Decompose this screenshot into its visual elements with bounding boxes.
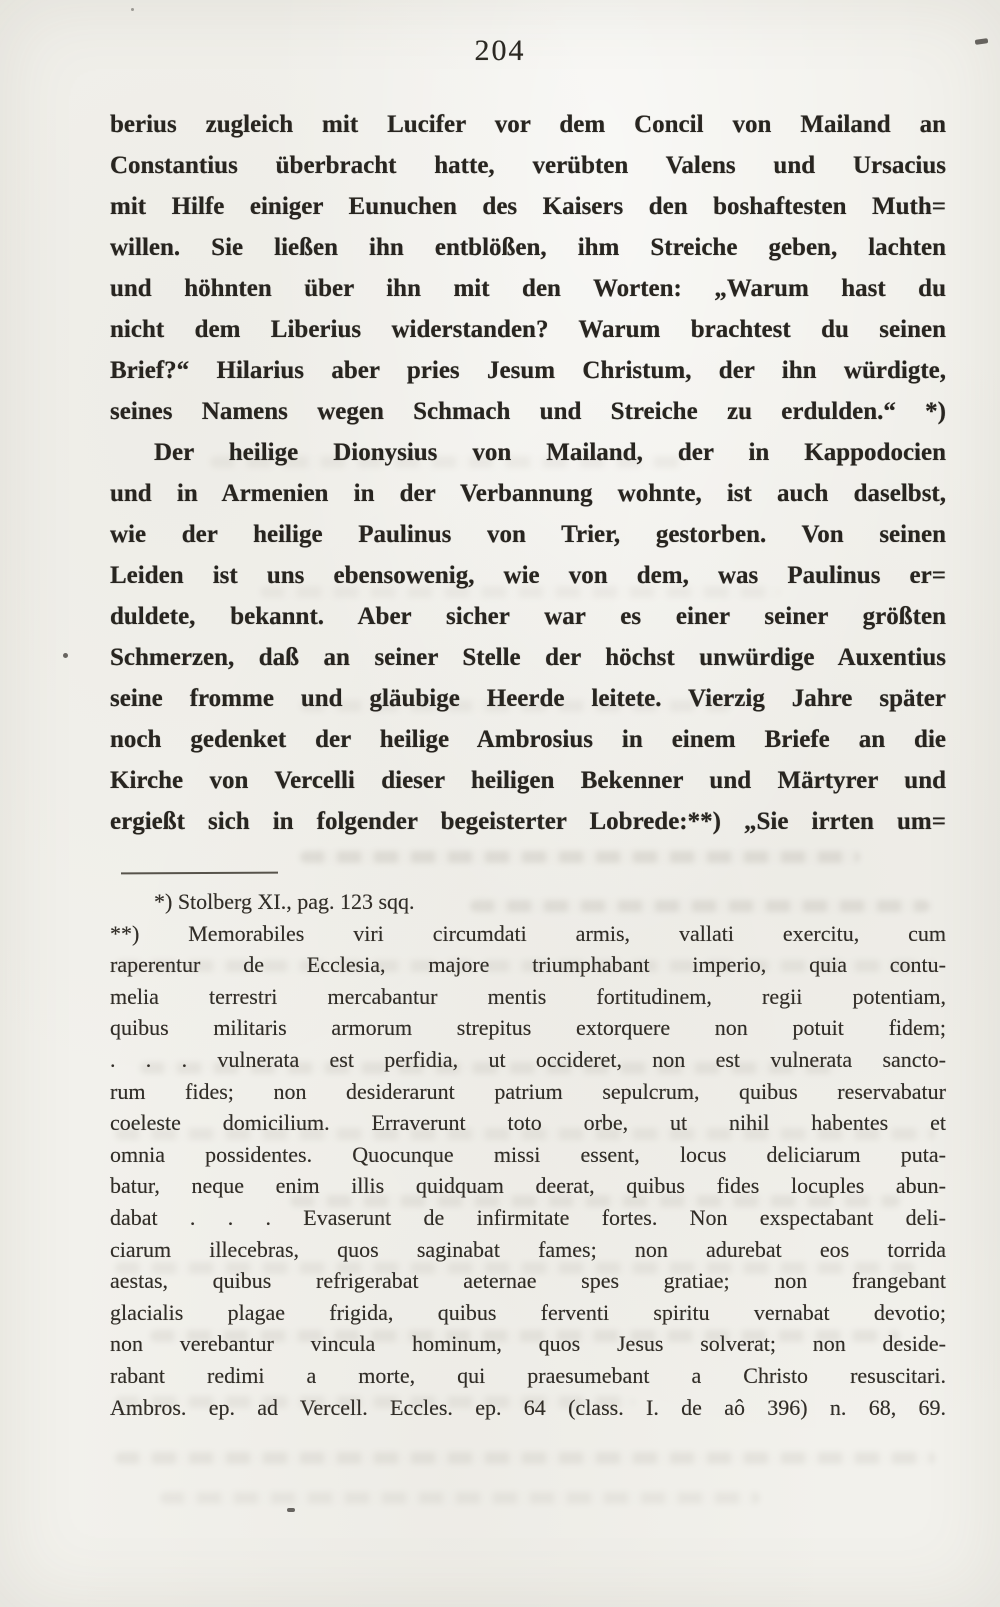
- text-line: Kirche von Vercelli dieser heiligen Bekenner und Märtyrer und: [110, 767, 946, 794]
- footnote-line: dabat . . . Evaserunt de infirmitate fortes. Non exspectabant deli-: [110, 1204, 946, 1230]
- footnote-line: rabant redimi a morte, qui praesumebant a Christo resuscitari.: [110, 1362, 946, 1388]
- footnote-line: omnia possidentes. Quocunque missi essent, locus deliciarum puta-: [110, 1141, 946, 1167]
- page-number: 204: [474, 34, 526, 67]
- footnote-line: . . . vulnerata est perfidia, ut occideret, non est vulnerata sancto-: [110, 1046, 946, 1072]
- text-line: willen. Sie ließen ihn entblößen, ihm Streiche geben, lachten: [110, 234, 946, 261]
- text-line: Der heilige Dionysius von Mailand, der in Kappodocien: [154, 439, 946, 466]
- text-line: Brief?“ Hilarius aber pries Jesum Christum, der ihn würdigte,: [110, 357, 946, 384]
- text-line: mit Hilfe einiger Eunuchen des Kaisers den boshaftesten Muth=: [110, 193, 946, 220]
- text-line: ergießt sich in folgender begeisterter Lobrede:**) „Sie irrten um=: [110, 808, 946, 835]
- footnote-line: glacialis plagae frigida, quibus ferventi spiritu vernabat devotio;: [110, 1299, 946, 1325]
- text-line: wie der heilige Paulinus von Trier, gestorben. Von seinen: [110, 521, 946, 548]
- footnote-stolberg: *) Stolberg XI., pag. 123 sqq.: [154, 889, 415, 914]
- footnote-line: non verebantur vincula hominum, quos Jesus solverat; non deside-: [110, 1331, 946, 1357]
- footnote-line: quibus militaris armorum strepitus extorquere non potuit fidem;: [110, 1015, 946, 1041]
- footnote-ambrosius-quote: [110, 918, 946, 1424]
- footnote-line: Ambros. ep. ad Vercell. Eccles. ep. 64 (class. I. de aô 396) n. 68, 69.: [110, 1394, 946, 1420]
- main-text-block: [110, 104, 946, 842]
- footnote-line: **) Memorabiles viri circumdati armis, vallati exercitu, cum: [110, 920, 946, 946]
- text-line: und höhnten über ihn mit den Worten: „Warum hast du: [110, 275, 946, 302]
- footnote-line: aestas, quibus refrigerabat aeternae spes gratiae; non frangebant: [110, 1268, 946, 1294]
- footnote-line: batur, neque enim illis quidquam deerat, quibus fides locuples abun-: [110, 1173, 946, 1199]
- footnote-line: rum fides; non desiderarunt patrium sepulcrum, quibus reservabatur: [110, 1078, 946, 1104]
- text-line: berius zugleich mit Lucifer vor dem Concil von Mailand an: [110, 111, 946, 138]
- footnote-line: coeleste domicilium. Erraverunt toto orbe, ut nihil habentes et: [110, 1110, 946, 1136]
- footnotes-block: [110, 886, 946, 1423]
- text-line: seines Namens wegen Schmach und Streiche zu erdulden.“ *): [110, 398, 946, 425]
- footnote-line: ciarum illecebras, quos saginabat fames; non adurebat eos torrida: [110, 1236, 946, 1262]
- paragraph-continuation: [110, 104, 946, 432]
- ink-speck: [63, 653, 68, 658]
- footnote-line: melia terrestri mercabantur mentis fortitudinem, regii potentiam,: [110, 983, 946, 1009]
- footnote-line: raperentur de Ecclesia, majore triumphabant imperio, quia contu-: [110, 952, 946, 978]
- text-line: Schmerzen, daß an seiner Stelle der höchst unwürdige Auxentius: [110, 644, 946, 671]
- text-line: seine fromme und gläubige Heerde leitete. Vierzig Jahre später: [110, 685, 946, 712]
- show-through-artifact: [115, 1452, 935, 1464]
- text-line: noch gedenket der heilige Ambrosius in einem Briefe an die: [110, 726, 946, 753]
- text-line: und in Armenien in der Verbannung wohnte, ist auch daselbst,: [110, 480, 946, 507]
- text-line: Constantius überbracht hatte, verübten Valens und Ursacius: [110, 152, 946, 179]
- ink-speck: [131, 8, 134, 11]
- ink-speck: [287, 1508, 295, 1512]
- footnote-separator-rule: [121, 872, 278, 875]
- text-line: nicht dem Liberius widerstanden? Warum brachtest du seinen: [110, 316, 946, 343]
- text-line: Leiden ist uns ebensowenig, wie von dem, was Paulinus er=: [110, 562, 946, 589]
- text-line: duldete, bekannt. Aber sicher war es einer seiner größten: [110, 603, 946, 630]
- show-through-artifact: [300, 851, 860, 863]
- paragraph-dionysius: [110, 432, 946, 842]
- show-through-artifact: [160, 1492, 760, 1504]
